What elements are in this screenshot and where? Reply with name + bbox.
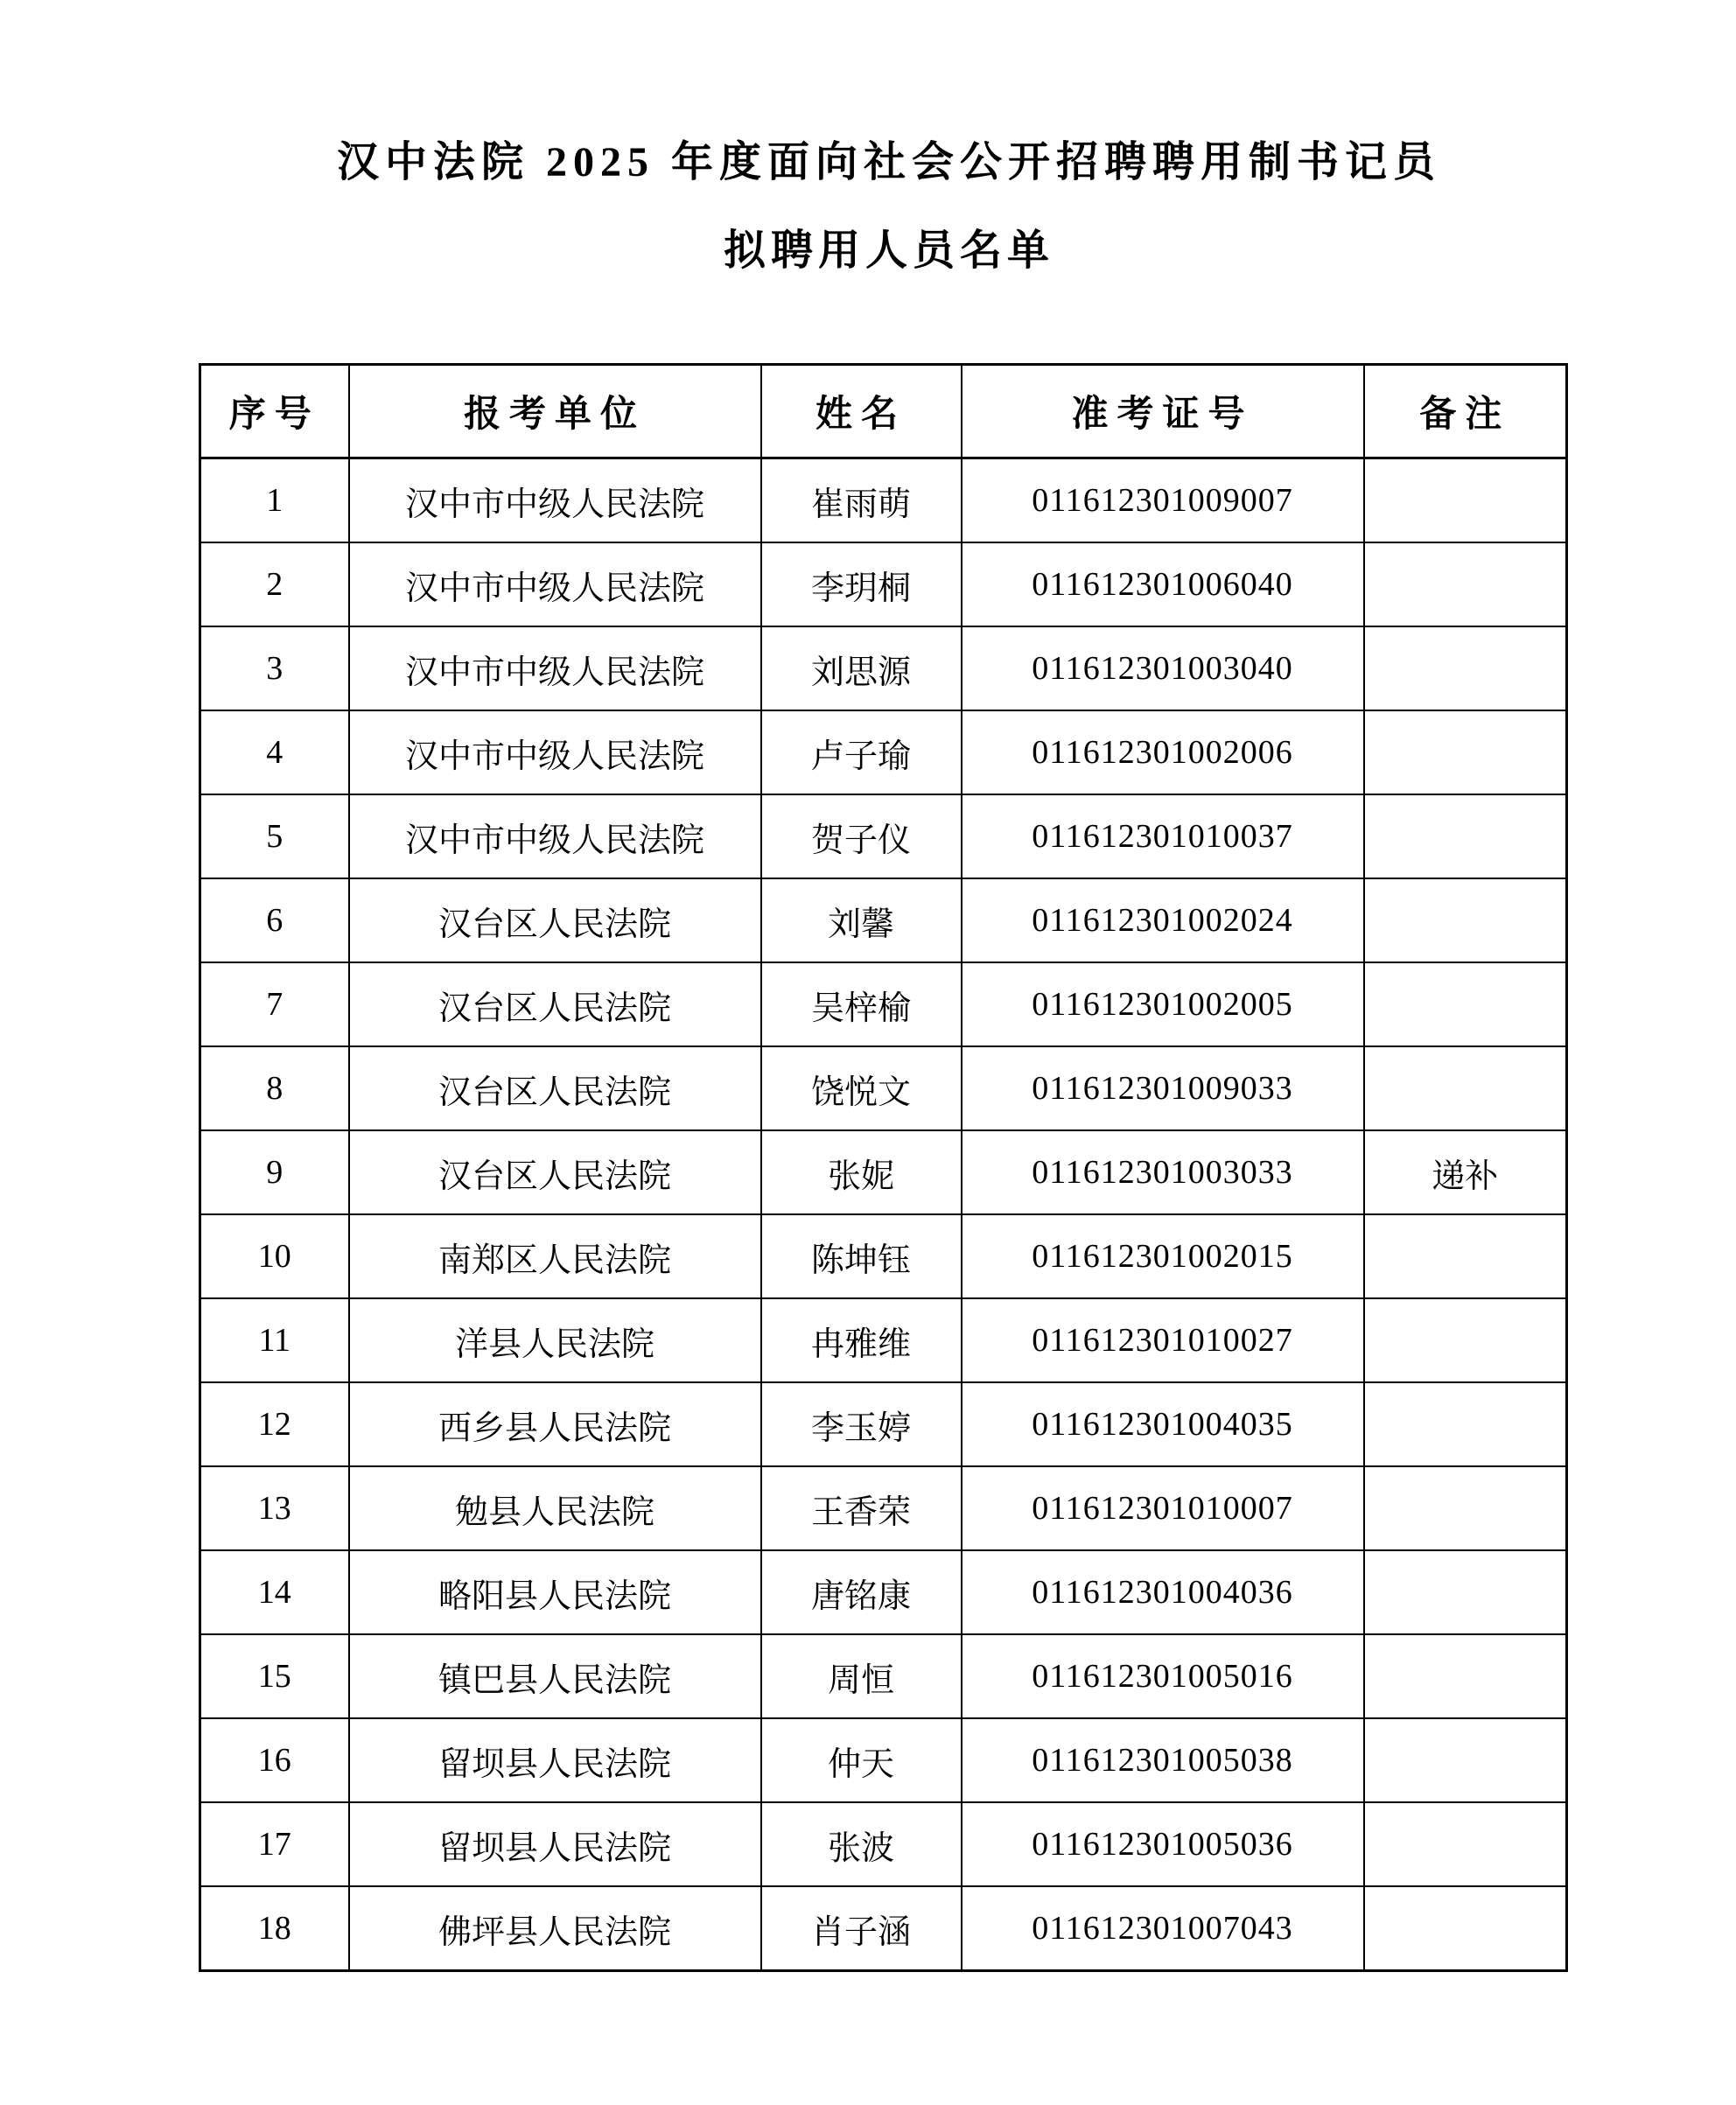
cell-name: 唐铭康 — [761, 1550, 962, 1634]
column-header-ticket-number: 准考证号 — [962, 365, 1364, 458]
cell-ticket-number: 011612301003033 — [962, 1130, 1364, 1214]
cell-name: 卢子瑜 — [761, 710, 962, 794]
cell-serial-number: 8 — [200, 1046, 349, 1130]
cell-name: 贺子仪 — [761, 794, 962, 878]
cell-remark — [1364, 710, 1567, 794]
table-row — [200, 878, 1567, 962]
document-title-line2: 拟聘用人员名单 — [723, 227, 1054, 274]
cell-name: 李玥桐 — [761, 542, 962, 626]
hired-personnel-table — [199, 363, 1568, 1972]
cell-serial-number: 5 — [200, 794, 349, 878]
cell-remark — [1364, 542, 1567, 626]
cell-serial-number: 10 — [200, 1214, 349, 1298]
cell-serial-number: 11 — [200, 1298, 349, 1382]
cell-name: 崔雨萌 — [761, 458, 962, 543]
cell-applied-unit: 汉中市中级人民法院 — [349, 458, 761, 543]
cell-applied-unit: 勉县人民法院 — [349, 1466, 761, 1550]
cell-ticket-number: 011612301010007 — [962, 1466, 1364, 1550]
cell-ticket-number: 011612301005036 — [962, 1802, 1364, 1886]
cell-remark — [1364, 1886, 1567, 1971]
cell-ticket-number: 011612301010037 — [962, 794, 1364, 878]
cell-serial-number: 15 — [200, 1634, 349, 1718]
cell-remark — [1364, 1298, 1567, 1382]
cell-ticket-number: 011612301007043 — [962, 1886, 1364, 1971]
cell-applied-unit: 汉台区人民法院 — [349, 1046, 761, 1130]
cell-ticket-number: 011612301002006 — [962, 710, 1364, 794]
column-header-applied-unit: 报考单位 — [349, 365, 761, 458]
cell-ticket-number: 011612301003040 — [962, 626, 1364, 710]
table-row — [200, 1802, 1567, 1886]
cell-remark — [1364, 1550, 1567, 1634]
cell-applied-unit: 汉台区人民法院 — [349, 1130, 761, 1214]
cell-serial-number: 14 — [200, 1550, 349, 1634]
column-header-remark: 备注 — [1364, 365, 1567, 458]
cell-remark — [1364, 794, 1567, 878]
cell-name: 冉雅维 — [761, 1298, 962, 1382]
table-row — [200, 1466, 1567, 1550]
cell-applied-unit: 汉中市中级人民法院 — [349, 710, 761, 794]
cell-ticket-number: 011612301010027 — [962, 1298, 1364, 1382]
cell-serial-number: 7 — [200, 962, 349, 1046]
cell-remark — [1364, 1382, 1567, 1466]
cell-ticket-number: 011612301006040 — [962, 542, 1364, 626]
table-row — [200, 1046, 1567, 1130]
cell-applied-unit: 略阳县人民法院 — [349, 1550, 761, 1634]
cell-name: 吴梓榆 — [761, 962, 962, 1046]
table-row — [200, 1130, 1567, 1214]
cell-remark — [1364, 962, 1567, 1046]
cell-applied-unit: 汉台区人民法院 — [349, 962, 761, 1046]
cell-applied-unit: 汉中市中级人民法院 — [349, 626, 761, 710]
cell-ticket-number: 011612301005016 — [962, 1634, 1364, 1718]
cell-name: 张波 — [761, 1802, 962, 1886]
cell-name: 肖子涵 — [761, 1886, 962, 1971]
cell-serial-number: 1 — [200, 458, 349, 543]
cell-remark — [1364, 1214, 1567, 1298]
table-row — [200, 794, 1567, 878]
cell-remark — [1364, 626, 1567, 710]
cell-name: 王香荣 — [761, 1466, 962, 1550]
table-row — [200, 1886, 1567, 1971]
cell-name: 饶悦文 — [761, 1046, 962, 1130]
cell-name: 李玉婷 — [761, 1382, 962, 1466]
column-header-name: 姓名 — [761, 365, 962, 458]
cell-remark: 递补 — [1364, 1130, 1567, 1214]
column-header-serial-number: 序号 — [200, 365, 349, 458]
cell-serial-number: 18 — [200, 1886, 349, 1971]
table-row — [200, 1718, 1567, 1802]
cell-applied-unit: 留坝县人民法院 — [349, 1802, 761, 1886]
cell-name: 刘思源 — [761, 626, 962, 710]
cell-applied-unit: 南郑区人民法院 — [349, 1214, 761, 1298]
cell-serial-number: 4 — [200, 710, 349, 794]
cell-ticket-number: 011612301009007 — [962, 458, 1364, 543]
document-title-line1: 汉中法院 2025 年度面向社会公开招聘聘用制书记员 — [336, 139, 1441, 185]
cell-ticket-number: 011612301005038 — [962, 1718, 1364, 1802]
cell-serial-number: 17 — [200, 1802, 349, 1886]
cell-serial-number: 13 — [200, 1466, 349, 1550]
table-row — [200, 1634, 1567, 1718]
table-row — [200, 1550, 1567, 1634]
cell-ticket-number: 011612301002005 — [962, 962, 1364, 1046]
cell-applied-unit: 汉中市中级人民法院 — [349, 542, 761, 626]
cell-ticket-number: 011612301004036 — [962, 1550, 1364, 1634]
cell-remark — [1364, 1634, 1567, 1718]
cell-name: 仲天 — [761, 1718, 962, 1802]
cell-applied-unit: 佛坪县人民法院 — [349, 1886, 761, 1971]
cell-serial-number: 2 — [200, 542, 349, 626]
table-row — [200, 626, 1567, 710]
cell-name: 刘馨 — [761, 878, 962, 962]
cell-remark — [1364, 1466, 1567, 1550]
cell-name: 张妮 — [761, 1130, 962, 1214]
cell-serial-number: 16 — [200, 1718, 349, 1802]
cell-serial-number: 9 — [200, 1130, 349, 1214]
cell-ticket-number: 011612301009033 — [962, 1046, 1364, 1130]
cell-ticket-number: 011612301002015 — [962, 1214, 1364, 1298]
cell-remark — [1364, 1802, 1567, 1886]
cell-name: 陈坤钰 — [761, 1214, 962, 1298]
cell-remark — [1364, 458, 1567, 543]
cell-serial-number: 3 — [200, 626, 349, 710]
cell-applied-unit: 西乡县人民法院 — [349, 1382, 761, 1466]
cell-ticket-number: 011612301002024 — [962, 878, 1364, 962]
cell-applied-unit: 洋县人民法院 — [349, 1298, 761, 1382]
table-row — [200, 1298, 1567, 1382]
cell-remark — [1364, 1046, 1567, 1130]
cell-applied-unit: 汉中市中级人民法院 — [349, 794, 761, 878]
cell-applied-unit: 镇巴县人民法院 — [349, 1634, 761, 1718]
table-row — [200, 458, 1567, 543]
table-row — [200, 962, 1567, 1046]
cell-serial-number: 6 — [200, 878, 349, 962]
cell-serial-number: 12 — [200, 1382, 349, 1466]
table-row — [200, 1214, 1567, 1298]
cell-ticket-number: 011612301004035 — [962, 1382, 1364, 1466]
cell-applied-unit: 留坝县人民法院 — [349, 1718, 761, 1802]
cell-remark — [1364, 878, 1567, 962]
cell-remark — [1364, 1718, 1567, 1802]
cell-applied-unit: 汉台区人民法院 — [349, 878, 761, 962]
table-header-row — [200, 365, 1567, 458]
cell-name: 周恒 — [761, 1634, 962, 1718]
table-row — [200, 710, 1567, 794]
table-row — [200, 1382, 1567, 1466]
table-row — [200, 542, 1567, 626]
